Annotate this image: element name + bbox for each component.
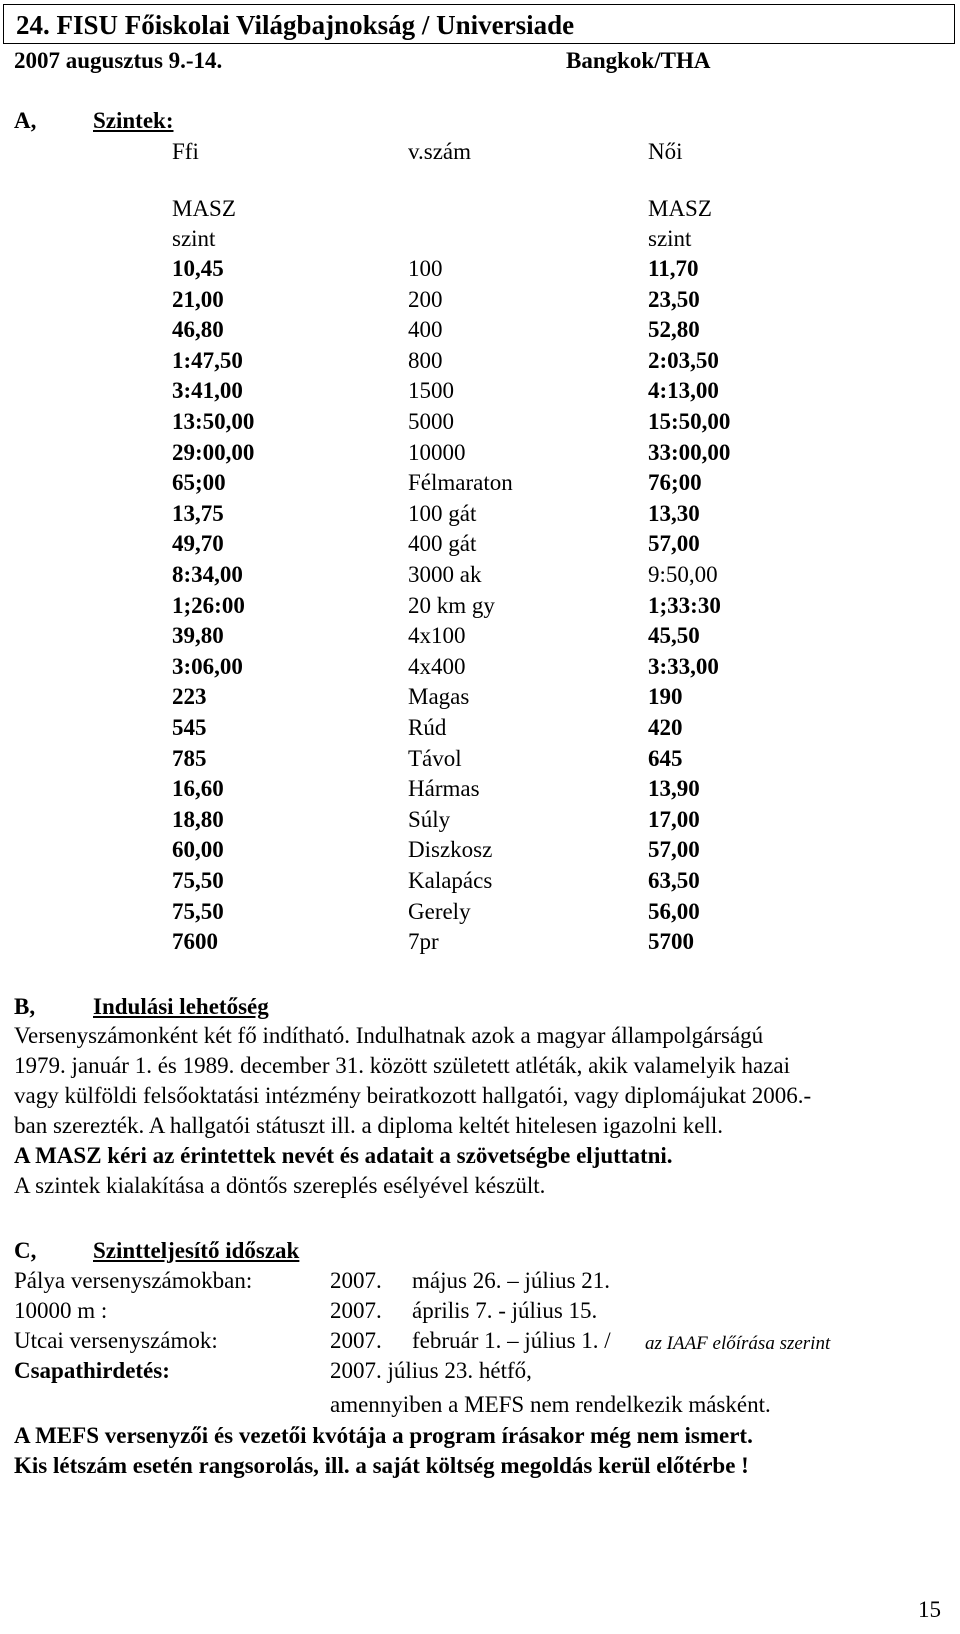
women-level-cell: 45,50 — [648, 623, 700, 649]
section-b-heading: Indulási lehetőség — [93, 994, 269, 1019]
event-cell: 100 gát — [408, 500, 477, 526]
men-level-cell: 7600 — [172, 929, 218, 955]
section-b-line-1: Versenyszámonként két fő indítható. Indulhatnak azok a magyar állampolgárságú — [14, 1023, 764, 1048]
section-b-line-3: vagy külföldi felsőoktatási intézmény beiratkozott hallgatói, vagy diplomájukat 2006.- — [14, 1083, 812, 1108]
event-place: Bangkok/THA — [566, 48, 711, 73]
women-level-cell: 4:13,00 — [648, 378, 719, 404]
table-row — [0, 683, 960, 713]
women-level-cell: 63,50 — [648, 868, 700, 893]
men-level-cell: 545 — [172, 715, 207, 740]
event-cell: 20 km gy — [408, 592, 495, 618]
men-level-cell: 10,45 — [172, 256, 224, 281]
period-label-road: Utcai versenyszámok: — [14, 1328, 218, 1353]
section-b-last-line: A szintek kialakítása a döntős szereplés esélyével készült. — [14, 1173, 546, 1198]
women-level-cell: 56,00 — [648, 898, 700, 924]
table-row — [0, 408, 960, 438]
table-row — [0, 500, 960, 530]
women-level-cell: 13,90 — [648, 776, 700, 802]
section-c-heading: Szintteljesítő időszak — [93, 1238, 300, 1263]
column-header-women: Női — [648, 139, 683, 164]
period-range-10000: április 7. - július 15. — [412, 1298, 598, 1323]
event-cell: 200 — [408, 286, 443, 312]
men-level-cell: 65;00 — [172, 470, 226, 496]
women-level-cell: 11,70 — [648, 256, 699, 281]
event-cell: Kalapács — [408, 868, 493, 893]
period-range-road: február 1. – július 1. / — [412, 1328, 611, 1353]
section-b-line-2: 1979. január 1. és 1989. december 31. között született atléták, akik valamelyik hazai — [14, 1053, 790, 1078]
women-level-cell: 9:50,00 — [648, 562, 718, 587]
men-level-cell: 16,60 — [172, 776, 224, 802]
table-row — [0, 745, 960, 775]
men-level-cell: 8:34,00 — [172, 562, 243, 587]
event-cell: 4x400 — [408, 653, 466, 679]
team-announcement-label: Csapathirdetés: — [14, 1358, 170, 1383]
event-cell: Magas — [408, 684, 470, 710]
table-row — [0, 316, 960, 346]
event-cell: Félmaraton — [408, 470, 513, 496]
period-label-10000: 10000 m : — [14, 1298, 108, 1323]
period-note-road: az IAAF előírása szerint — [645, 1333, 831, 1354]
women-level-cell: 13,30 — [648, 500, 700, 526]
event-cell: 1500 — [408, 378, 454, 404]
event-cell: Diszkosz — [408, 837, 493, 863]
szint-label-men: szint — [172, 226, 216, 251]
event-cell: 4x100 — [408, 623, 466, 649]
table-row — [0, 439, 960, 469]
women-level-cell: 190 — [648, 684, 683, 710]
table-row — [0, 836, 960, 866]
section-a-letter: A, — [14, 108, 37, 133]
event-cell: Rúd — [408, 715, 447, 740]
szint-label-women: szint — [648, 226, 692, 251]
women-level-cell: 17,00 — [648, 806, 700, 832]
footer-line-2: Kis létszám esetén rangsorolás, ill. a saját költség megoldás kerül előtérbe ! — [14, 1453, 749, 1478]
women-level-cell: 57,00 — [648, 837, 700, 863]
table-row — [0, 928, 960, 958]
women-level-cell: 57,00 — [648, 531, 700, 557]
title-box — [3, 4, 955, 44]
period-label-track: Pálya versenyszámokban: — [14, 1268, 253, 1293]
team-announcement-date: 2007. július 23. hétfő, — [330, 1358, 532, 1383]
event-cell: 400 gát — [408, 531, 477, 557]
table-row — [0, 592, 960, 622]
section-c-letter: C, — [14, 1238, 37, 1263]
table-row — [0, 775, 960, 805]
event-cell: 800 — [408, 347, 443, 373]
men-level-cell: 29:00,00 — [172, 439, 255, 465]
men-level-cell: 13,75 — [172, 500, 224, 526]
period-range-track: május 26. – július 21. — [412, 1268, 611, 1293]
women-level-cell: 1;33:30 — [648, 592, 721, 618]
table-row — [0, 286, 960, 316]
men-level-cell: 1;26:00 — [172, 592, 245, 618]
event-cell: Hármas — [408, 776, 480, 802]
table-row — [0, 561, 960, 591]
event-cell: Súly — [408, 806, 451, 832]
women-level-cell: 33:00,00 — [648, 439, 731, 465]
event-cell: 3000 ak — [408, 562, 482, 587]
men-level-cell: 39,80 — [172, 623, 224, 649]
women-level-cell: 52,80 — [648, 317, 700, 343]
table-row — [0, 347, 960, 377]
event-cell: Távol — [408, 745, 462, 771]
event-cell: 5000 — [408, 409, 454, 434]
column-header-event: v.szám — [408, 139, 472, 164]
women-level-cell: 2:03,50 — [648, 347, 719, 373]
table-row — [0, 530, 960, 560]
women-level-cell: 645 — [648, 745, 683, 771]
table-row — [0, 255, 960, 285]
table-row — [0, 622, 960, 652]
men-level-cell: 46,80 — [172, 317, 224, 343]
section-b-line-4: ban szerezték. A hallgatói státuszt ill. a diploma keltét hitelesen igazolni kell. — [14, 1113, 723, 1138]
men-level-cell: 785 — [172, 745, 207, 771]
table-row — [0, 867, 960, 897]
men-level-cell: 18,80 — [172, 806, 224, 832]
footer-line-1: A MEFS versenyzői és vezetői kvótája a program írásakor még nem ismert. — [14, 1423, 753, 1448]
women-level-cell: 23,50 — [648, 286, 700, 312]
men-level-cell: 3:41,00 — [172, 378, 243, 404]
column-header-men: Ffi — [172, 139, 199, 164]
masz-label-men: MASZ — [172, 196, 236, 221]
women-level-cell: 420 — [648, 715, 683, 740]
men-level-cell: 21,00 — [172, 286, 224, 312]
period-year-track: 2007. — [330, 1268, 382, 1293]
page-number: 15 — [918, 1597, 941, 1622]
women-level-cell: 3:33,00 — [648, 653, 719, 679]
men-level-cell: 223 — [172, 684, 207, 710]
table-row — [0, 653, 960, 683]
event-date: 2007 augusztus 9.-14. — [14, 48, 223, 73]
women-level-cell: 76;00 — [648, 470, 702, 496]
event-cell: 7pr — [408, 929, 439, 955]
masz-label-women: MASZ — [648, 196, 712, 221]
event-cell: Gerely — [408, 898, 471, 924]
table-row — [0, 377, 960, 407]
section-b-bold-line: A MASZ kéri az érintettek nevét és adatait a szövetségbe eljuttatni. — [14, 1143, 673, 1168]
section-a-heading: Szintek: — [93, 108, 174, 133]
men-level-cell: 3:06,00 — [172, 653, 243, 679]
men-level-cell: 60,00 — [172, 837, 224, 863]
event-cell: 100 — [408, 256, 443, 281]
section-b-letter: B, — [14, 994, 36, 1019]
page-title: 24. FISU Főiskolai Világbajnokság / Universiade — [16, 10, 575, 40]
event-cell: 400 — [408, 317, 443, 343]
table-row — [0, 898, 960, 928]
women-level-cell: 5700 — [648, 929, 694, 955]
team-announcement-note: amennyiben a MEFS nem rendelkezik másként. — [330, 1392, 771, 1417]
period-year-road: 2007. — [330, 1328, 382, 1353]
men-level-cell: 75,50 — [172, 868, 224, 893]
women-level-cell: 15:50,00 — [648, 409, 731, 434]
men-level-cell: 75,50 — [172, 898, 224, 924]
table-row — [0, 806, 960, 836]
table-row — [0, 469, 960, 499]
men-level-cell: 1:47,50 — [172, 347, 243, 373]
men-level-cell: 13:50,00 — [172, 409, 255, 434]
men-level-cell: 49,70 — [172, 531, 224, 557]
event-cell: 10000 — [408, 439, 466, 465]
period-year-10000: 2007. — [330, 1298, 382, 1323]
table-row — [0, 714, 960, 744]
